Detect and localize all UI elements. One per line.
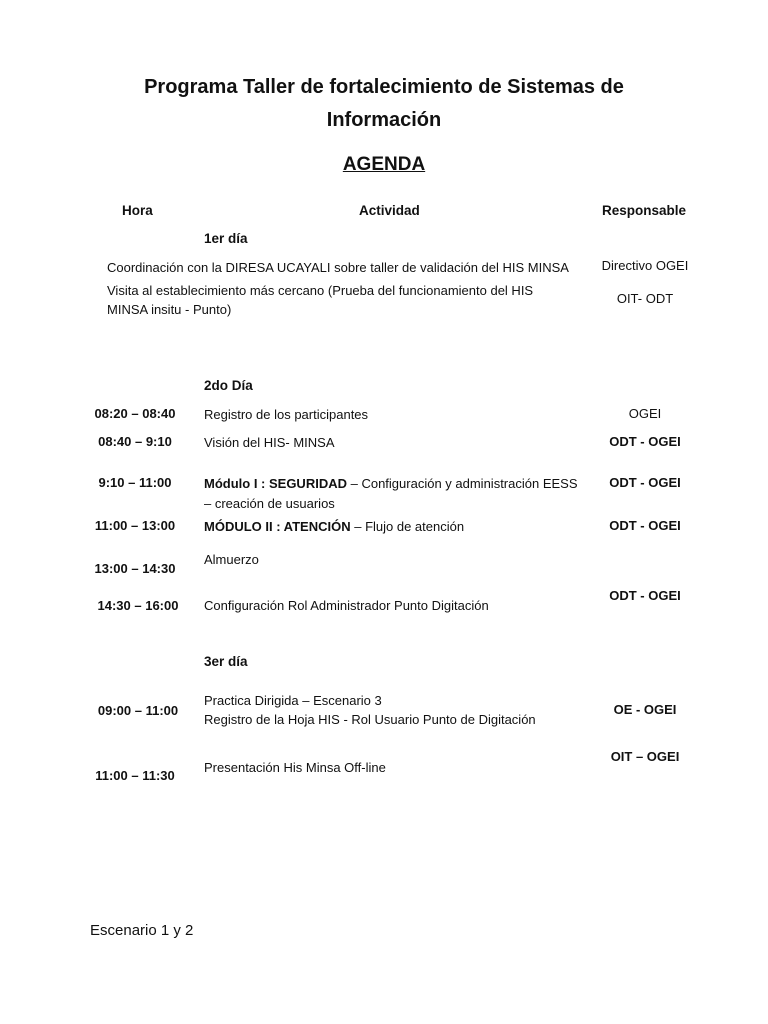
day2-row2-responsable: ODT - OGEI bbox=[609, 434, 681, 449]
day2-row5-activity: Almuerzo bbox=[204, 552, 259, 567]
agenda-heading: AGENDA bbox=[342, 154, 426, 175]
day1-row1-responsable: Directivo OGEI bbox=[601, 258, 689, 273]
day2-label: 2do Día bbox=[204, 378, 253, 393]
day2-row4-activity-bold: MÓDULO II : ATENCIÓN bbox=[204, 519, 351, 534]
day2-row1-activity: Registro de los participantes bbox=[204, 407, 369, 422]
day3-row2-hora: 11:00 – 11:30 bbox=[95, 768, 175, 783]
day2-row3-activity-rest: – Configuración y administración EESS bbox=[347, 476, 578, 491]
day2-row2-hora: 08:40 – 9:10 bbox=[98, 434, 172, 449]
day3-row1-responsable: OE - OGEI bbox=[613, 702, 677, 717]
header-hora: Hora bbox=[122, 203, 153, 218]
day2-row1-hora: 08:20 – 08:40 bbox=[94, 406, 176, 421]
day2-row6-activity: Configuración Rol Administrador Punto Digitación bbox=[204, 598, 489, 613]
day1-row2-activity-line1: Visita al establecimiento más cercano (Prueba del funcionamiento del HIS bbox=[107, 283, 534, 298]
day3-row1-hora: 09:00 – 11:00 bbox=[97, 703, 179, 718]
day2-row3-activity-line1 bbox=[204, 474, 578, 493]
day2-row6-responsable: ODT - OGEI bbox=[609, 588, 681, 603]
day3-row1-activity-line2: Registro de la Hoja HIS - Rol Usuario Punto de Digitación bbox=[204, 712, 536, 727]
day3-row2-responsable: OIT – OGEI bbox=[610, 749, 680, 764]
day1-row2-responsable: OIT- ODT bbox=[616, 291, 674, 306]
header-responsable: Responsable bbox=[602, 203, 687, 218]
day2-row1-responsable: OGEI bbox=[628, 406, 662, 421]
document-title-line1: Programa Taller de fortalecimiento de Sistemas de bbox=[144, 76, 624, 98]
day2-row4-hora: 11:00 – 13:00 bbox=[94, 518, 176, 533]
day2-row6-hora: 14:30 – 16:00 bbox=[97, 598, 179, 613]
day2-row5-hora: 13:00 – 14:30 bbox=[94, 561, 176, 576]
day3-row1-activity-line1: Practica Dirigida – Escenario 3 bbox=[204, 693, 382, 708]
day2-row2-activity: Visión del HIS- MINSA bbox=[204, 435, 335, 450]
day1-row2-activity-line2: MINSA insitu - Punto) bbox=[107, 302, 232, 317]
day2-row4-activity-rest: – Flujo de atención bbox=[350, 519, 465, 534]
day2-row4-responsable: ODT - OGEI bbox=[609, 518, 681, 533]
day3-row2-activity: Presentación His Minsa Off-line bbox=[204, 760, 386, 775]
day3-label: 3er día bbox=[204, 654, 248, 669]
day2-row3-hora: 9:10 – 11:00 bbox=[98, 475, 172, 490]
day2-row3-activity-bold: Módulo I : SEGURIDAD bbox=[204, 476, 347, 491]
day2-row3-activity-line2: – creación de usuarios bbox=[204, 496, 335, 511]
document-title-line2: Información bbox=[326, 109, 442, 131]
day2-row4-activity bbox=[204, 517, 464, 536]
day1-label: 1er día bbox=[204, 231, 248, 246]
header-actividad: Actividad bbox=[359, 203, 420, 218]
footer-note: Escenario 1 y 2 bbox=[90, 922, 194, 939]
day1-row1-activity: Coordinación con la DIRESA UCAYALI sobre taller de validación del HIS MINSA bbox=[107, 260, 569, 275]
day2-row3-responsable: ODT - OGEI bbox=[609, 475, 681, 490]
